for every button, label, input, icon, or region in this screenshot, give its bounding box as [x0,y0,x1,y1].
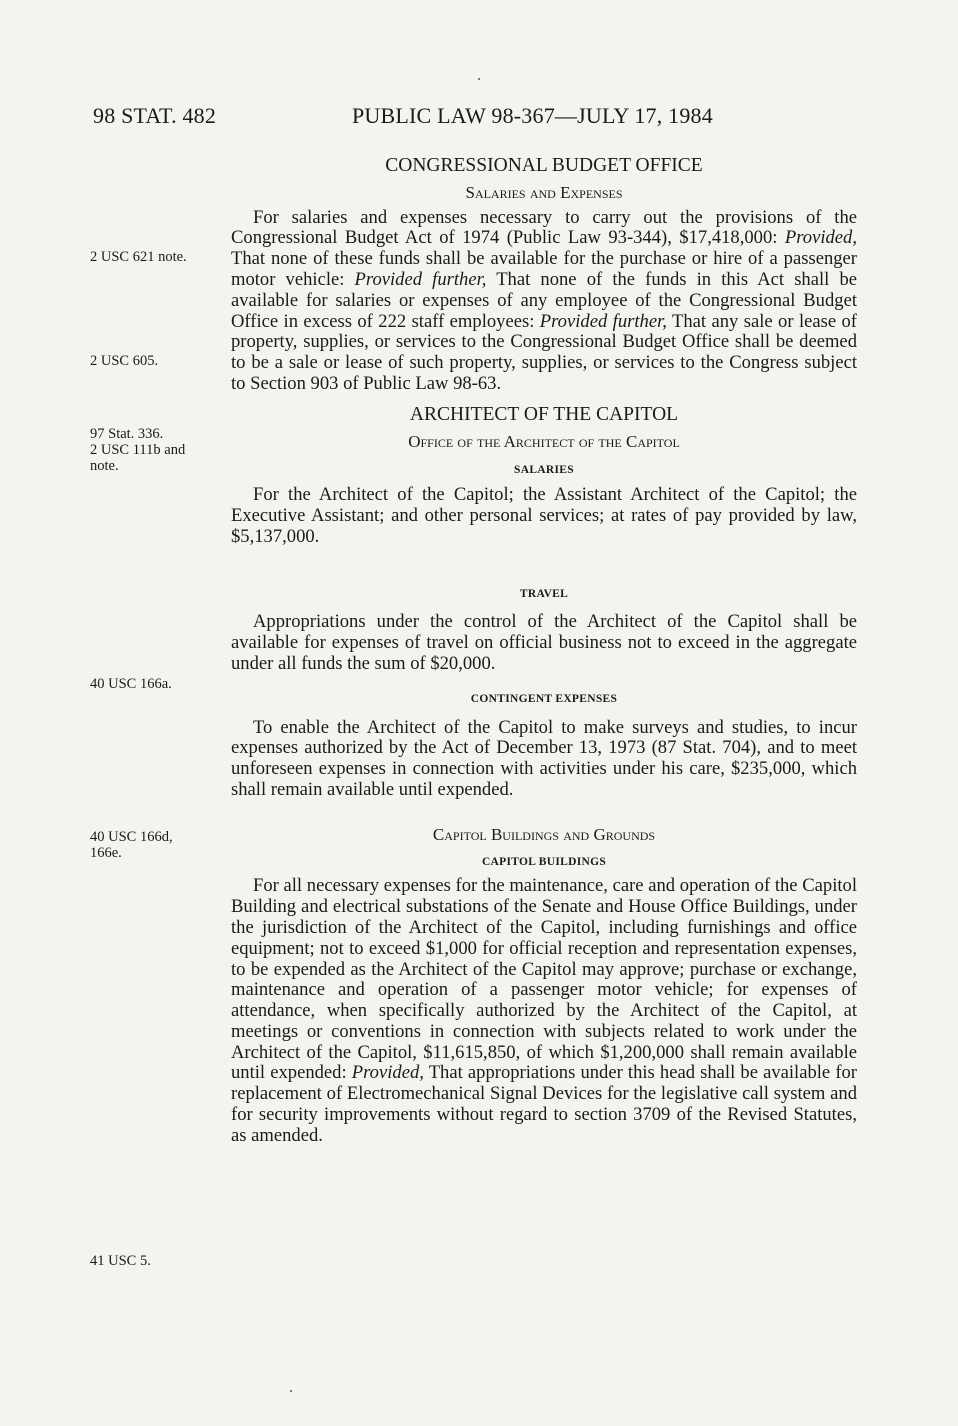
cbo-provided-2: Provided further, [354,268,487,290]
cbo-provided-3: Provided further, [539,310,667,332]
margin-note-97-stat-336: 97 Stat. 336. [90,426,164,442]
margin-note-40-usc-166d: 40 USC 166d, [90,829,173,845]
contingent-heading: CONTINGENT EXPENSES [470,692,618,705]
margin-note-166e: 166e. [90,845,122,861]
paper-speck [478,78,480,80]
margin-note-2-usc-621: 2 USC 621 note. [90,249,187,265]
capitol-buildings-text-a: For all necessary expenses for the maintenance, care and operation of the Capitol Building and electrical substations of the Senate and House Office Buildings, under the jurisdiction of the Architect of the Capitol, including furnishings and office equipment; not to exceed $1,000 for official reception and representation expenses, to be expended as the Architect of the Capitol may approve; purchase or exchange, maintenance and operation of a passenger motor vehicle; for expenses of attendance, when specifically authorized by the Architect of the Capitol, at meetings or conventions in connection with subjects related to work under the Architect of the Capitol, $11,615,850, of which $1,200,000 shall remain available until expended: [231,875,857,1084]
cbo-subheading: Salaries and Expenses [465,182,623,202]
capitol-buildings-paragraph [231,876,857,1146]
margin-note-40-usc-166a: 40 USC 166a. [90,676,172,692]
salaries-heading: SALARIES [514,464,574,477]
body-column [231,150,857,1147]
page-title: PUBLIC LAW 98-367—JULY 17, 1984 [352,103,713,128]
salaries-paragraph: For the Architect of the Capitol; the Assistant Architect of the Capitol; the Executive Assistant; and other personal services; at rates of pay provided by law, $5,137,000. [231,484,857,547]
aoc-heading: ARCHITECT OF THE CAPITOL [409,403,679,425]
paper-speck [290,1390,292,1392]
capitol-buildings-provided: Provided, [351,1062,424,1084]
aoc-subheading: Office of the Architect of the Capitol [408,431,680,451]
margin-note-41-usc-5: 41 USC 5. [90,1253,151,1269]
margin-note-note: note. [90,458,119,474]
contingent-paragraph: To enable the Architect of the Capitol to make surveys and studies, to incur expenses authorized by the Act of December 13, 1973 (87 Stat. 704), and to meet unforeseen expenses in connection with activities under his care, $235,000, which shall remain available until expended. [231,716,857,800]
stat-page-number: 98 STAT. 482 [93,103,217,128]
travel-heading: TRAVEL [519,587,569,600]
cbo-text-1: For salaries and expenses necessary to carry out the provisions of the Congressional Budget Act of 1974 (Public Law 93-344), $17,418,000: [231,206,857,249]
margin-note-2-usc-605: 2 USC 605. [90,353,159,369]
capitol-buildings-text-b: That appropriations under this head shall be available for replacement of Electromechanical Signal Devices for the legislative call system and for security improvements without regard to section 3709 of the Revised Statutes, as amended. [231,1062,857,1146]
grounds-heading: Capitol Buildings and Grounds [432,824,656,844]
cbo-text-2: That none of these funds shall be available for the purchase or hire of a passenger motor vehicle: [231,248,857,290]
cbo-heading: CONGRESSIONAL BUDGET OFFICE [385,155,703,176]
cbo-text-3: That none of the funds in this Act shall be available for salaries or expenses of any employee of the Congressional Budget Office in excess of 222 staff employees: [231,268,857,332]
cbo-text-4: That any sale or lease of property, supplies, or services to the Congressional Budget Office shall be deemed to be a sale or lease of such property, supplies, or services to the Congress subject to Section 903 of Public Law 98-63. [231,310,857,394]
travel-paragraph: Appropriations under the control of the Architect of the Capitol shall be available for expenses of travel on official business not to exceed in the aggregate under all funds the sum of $20,000. [231,611,857,674]
cbo-provided-1: Provided, [784,227,857,249]
margin-note-2-usc-111b: 2 USC 111b and [90,442,186,458]
cbo-paragraph [231,208,857,395]
capitol-buildings-heading: CAPITOL BUILDINGS [481,855,607,868]
